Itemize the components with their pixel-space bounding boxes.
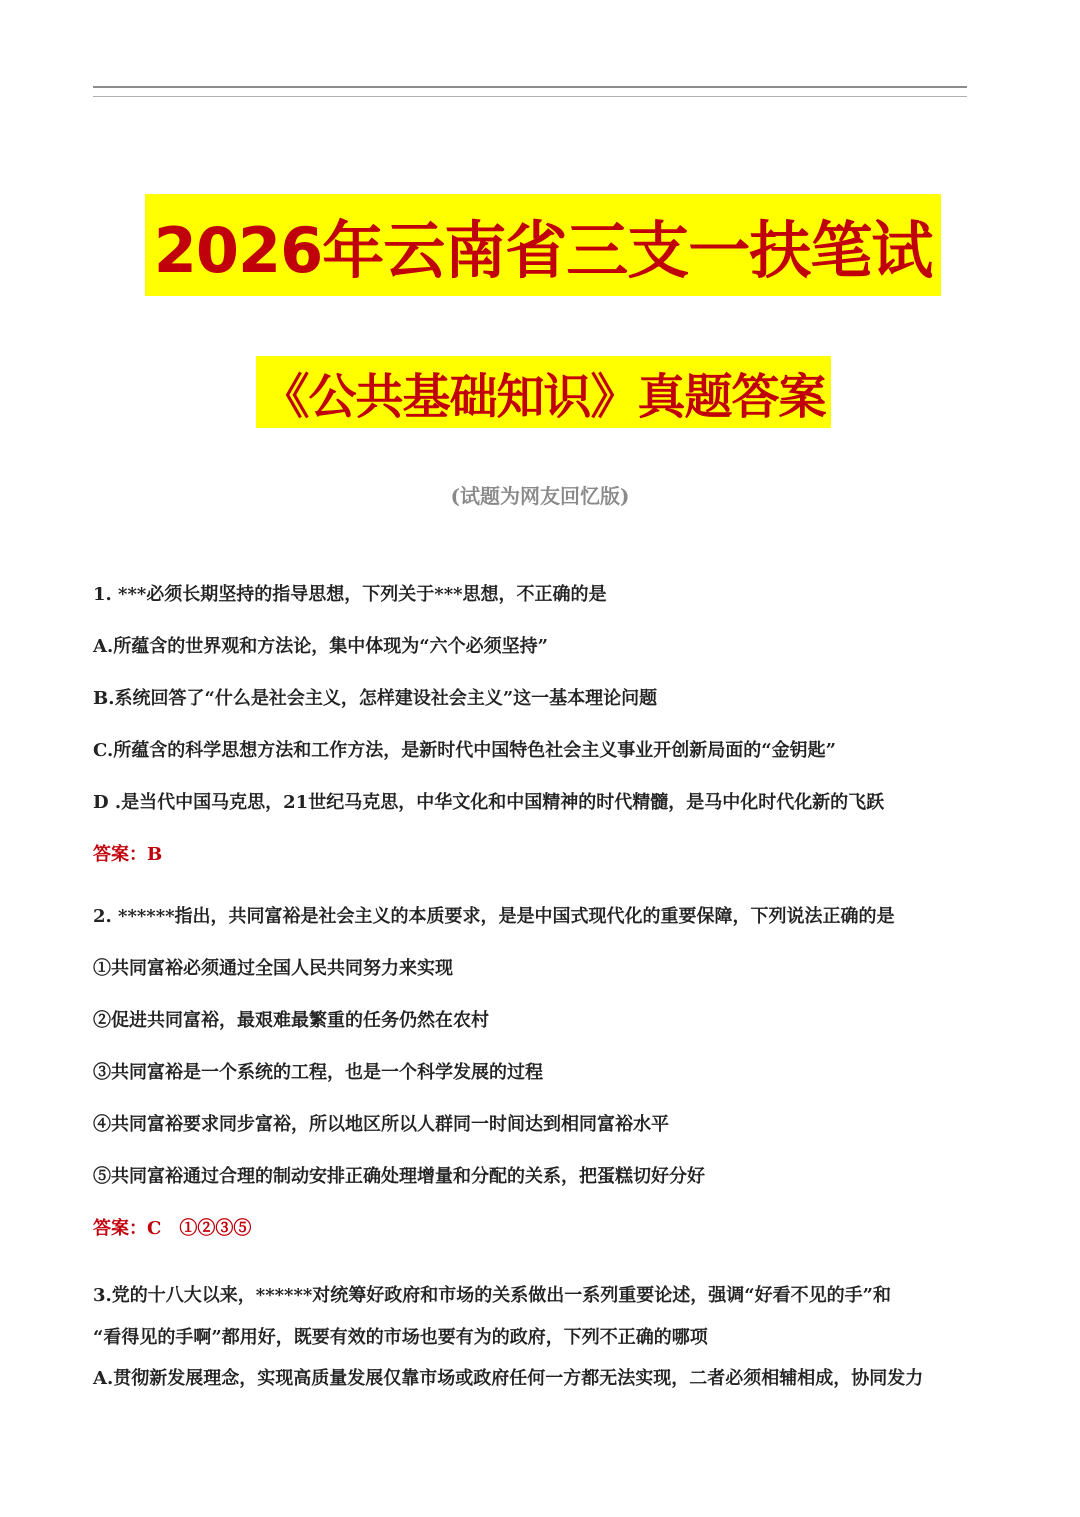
q1-stem: 1. ***必须长期坚持的指导思想，下列关于***思想，不正确的是 bbox=[93, 584, 607, 605]
q3-stem-line1: 3.党的十八大以来，******对统筹好政府和市场的关系做出一系列重要论述，强调“好看不见的手”和 bbox=[93, 1285, 891, 1306]
q1-option-a: A.所蕴含的世界观和方法论，集中体现为“六个必须坚持” bbox=[93, 636, 548, 657]
q3-option-a: A.贯彻新发展理念，实现高质量发展仅靠市场或政府任何一方都无法实现，二者必须相辅相成，协同发力 bbox=[93, 1368, 924, 1389]
q2-item-3: ③共同富裕是一个系统的工程，也是一个科学发展的过程 bbox=[93, 1062, 543, 1083]
q2-answer: 答案：C ①②③⑤ bbox=[93, 1218, 252, 1239]
q1-option-b: B.系统回答了“什么是社会主义，怎样建设社会主义”这一基本理论问题 bbox=[93, 688, 658, 709]
header-rule-top bbox=[93, 86, 967, 88]
q2-item-4: ④共同富裕要求同步富裕，所以地区所以人群同一时间达到相同富裕水平 bbox=[93, 1114, 669, 1135]
document-title-line1-text: 2026年云南省三支一扶笔试 bbox=[153, 213, 933, 287]
header-rule-bottom bbox=[93, 96, 967, 97]
document-subtitle: (试题为网友回忆版) bbox=[450, 484, 630, 508]
document-title-line2 bbox=[256, 356, 831, 428]
q2-item-5: ⑤共同富裕通过合理的制动安排正确处理增量和分配的关系，把蛋糕切好分好 bbox=[93, 1166, 705, 1187]
q3-stem-line2: “看得见的手啊”都用好，既要有效的市场也要有为的政府，下列不正确的哪项 bbox=[93, 1327, 708, 1348]
q1-option-c: C.所蕴含的科学思想方法和工作方法，是新时代中国特色社会主义事业开创新局面的“金钥匙” bbox=[93, 740, 836, 761]
q2-item-2: ②促进共同富裕，最艰难最繁重的任务仍然在农村 bbox=[93, 1010, 489, 1031]
q1-answer: 答案：B bbox=[93, 844, 163, 865]
document-title-line1 bbox=[145, 194, 941, 296]
document-title-line2-text: 《公共基础知识》真题答案 bbox=[261, 368, 826, 425]
q1-option-d: D .是当代中国马克思，21世纪马克思，中华文化和中国精神的时代精髓，是马中化时代化新的飞跃 bbox=[93, 792, 885, 813]
q2-item-1: ①共同富裕必须通过全国人民共同努力来实现 bbox=[93, 958, 453, 979]
q2-stem: 2. ******指出，共同富裕是社会主义的本质要求，是是中国式现代化的重要保障，下列说法正确的是 bbox=[93, 906, 895, 927]
